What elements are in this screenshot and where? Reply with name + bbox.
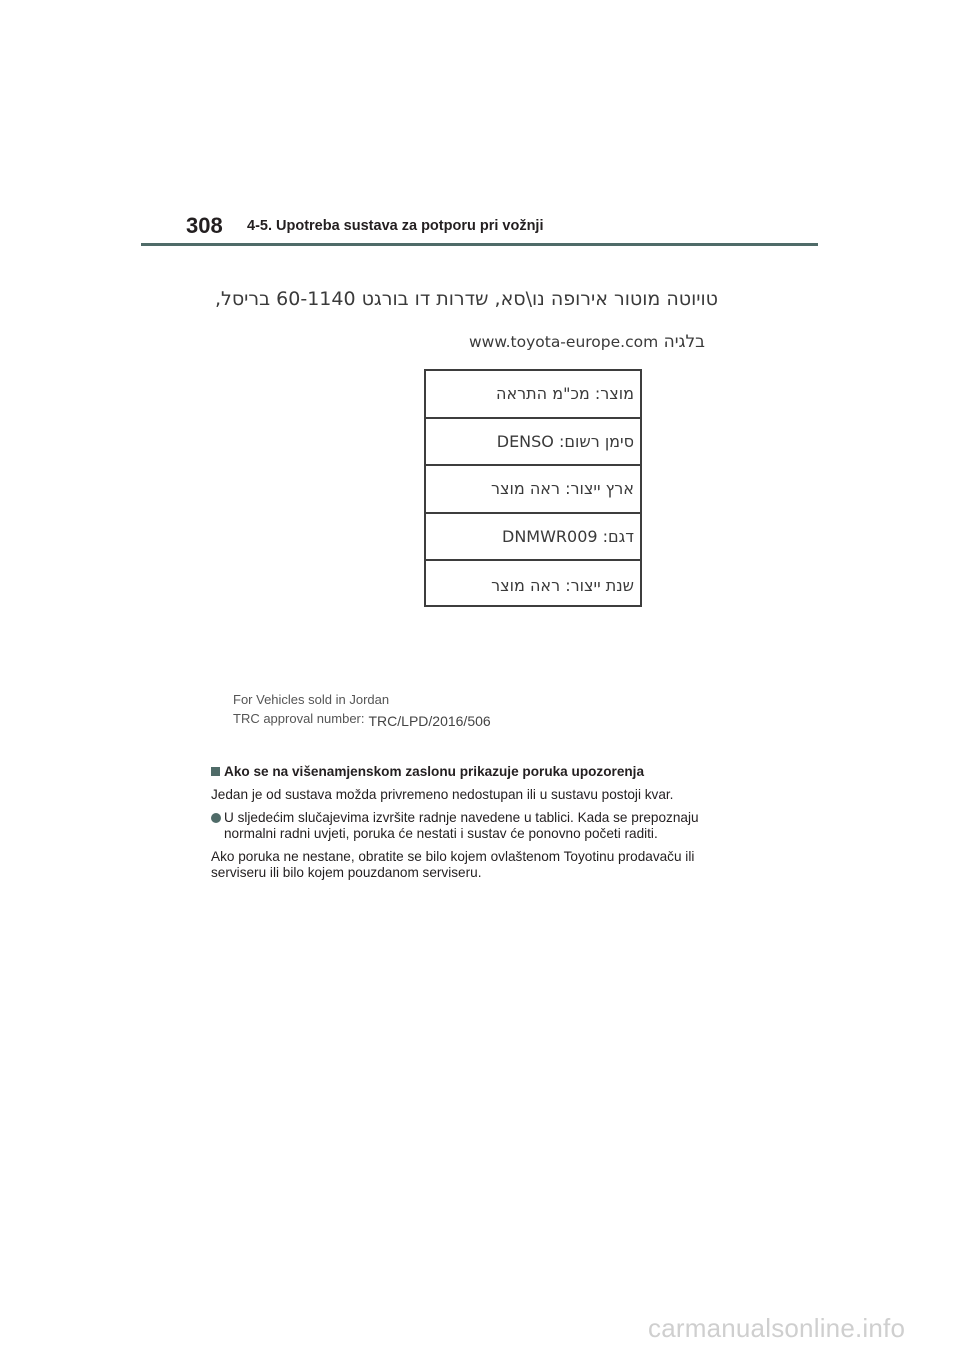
jordan-vehicles-line: For Vehicles sold in Jordan — [233, 692, 390, 707]
hebrew-website-line — [469, 332, 705, 352]
trc-approval-line — [233, 709, 491, 728]
section-title: 4-5. Upotreba sustava za potporu pri vožnji — [247, 218, 544, 234]
label-row-product: מוצר: מכ"מ התראה — [426, 371, 640, 419]
label-row-brand: סימן רשום: DENSO — [426, 419, 640, 467]
header-divider — [141, 243, 818, 246]
bullet-text: U sljedećim slučajevima izvršite radnje navedene u tablici. Kada se prepoznaju normalni radni uvjeti, poruka će nestati i sustav će ponovno početi raditi. — [224, 810, 699, 841]
hebrew-country: בלגיה — [663, 332, 705, 352]
page-number: 308 — [186, 213, 223, 238]
bullet-item — [211, 810, 751, 842]
paragraph-fault: Jedan je od sustava možda privremeno nedostupan ili u sustavu postoji kvar. — [211, 787, 674, 802]
jordan-approval-note — [233, 691, 491, 728]
paragraph-dealer: Ako poruka ne nestane, obratite se bilo kojem ovlaštenom Toyotinu prodavaču ili serviseru ili bilo kojem pouzdanom serviseru. — [211, 849, 695, 880]
hebrew-address-line: טויוטה מוטור אירופה נו\סא, שדרות דו בורגט 60-1140 בריסל, — [215, 288, 718, 310]
trc-approval-label: TRC approval number: — [233, 711, 365, 726]
trc-approval-number: TRC/LPD/2016/506 — [368, 713, 491, 729]
label-row-model: דגם: DNMWR009 — [426, 514, 640, 562]
label-row-year: שנת ייצור: ראה מוצר — [491, 575, 634, 595]
circle-bullet-icon — [211, 813, 221, 823]
label-row-country: ארץ ייצור: ראה מוצר — [426, 466, 640, 514]
body-text — [211, 764, 751, 888]
website-url: www.toyota-europe.com — [468, 333, 659, 351]
product-label-table — [424, 369, 642, 607]
square-bullet-icon — [211, 767, 220, 776]
watermark: carmanualsonline.info — [648, 1313, 906, 1343]
warning-heading-text: Ako se na višenamjenskom zaslonu prikazuje poruka upozorenja — [224, 764, 645, 779]
warning-heading — [211, 764, 751, 780]
